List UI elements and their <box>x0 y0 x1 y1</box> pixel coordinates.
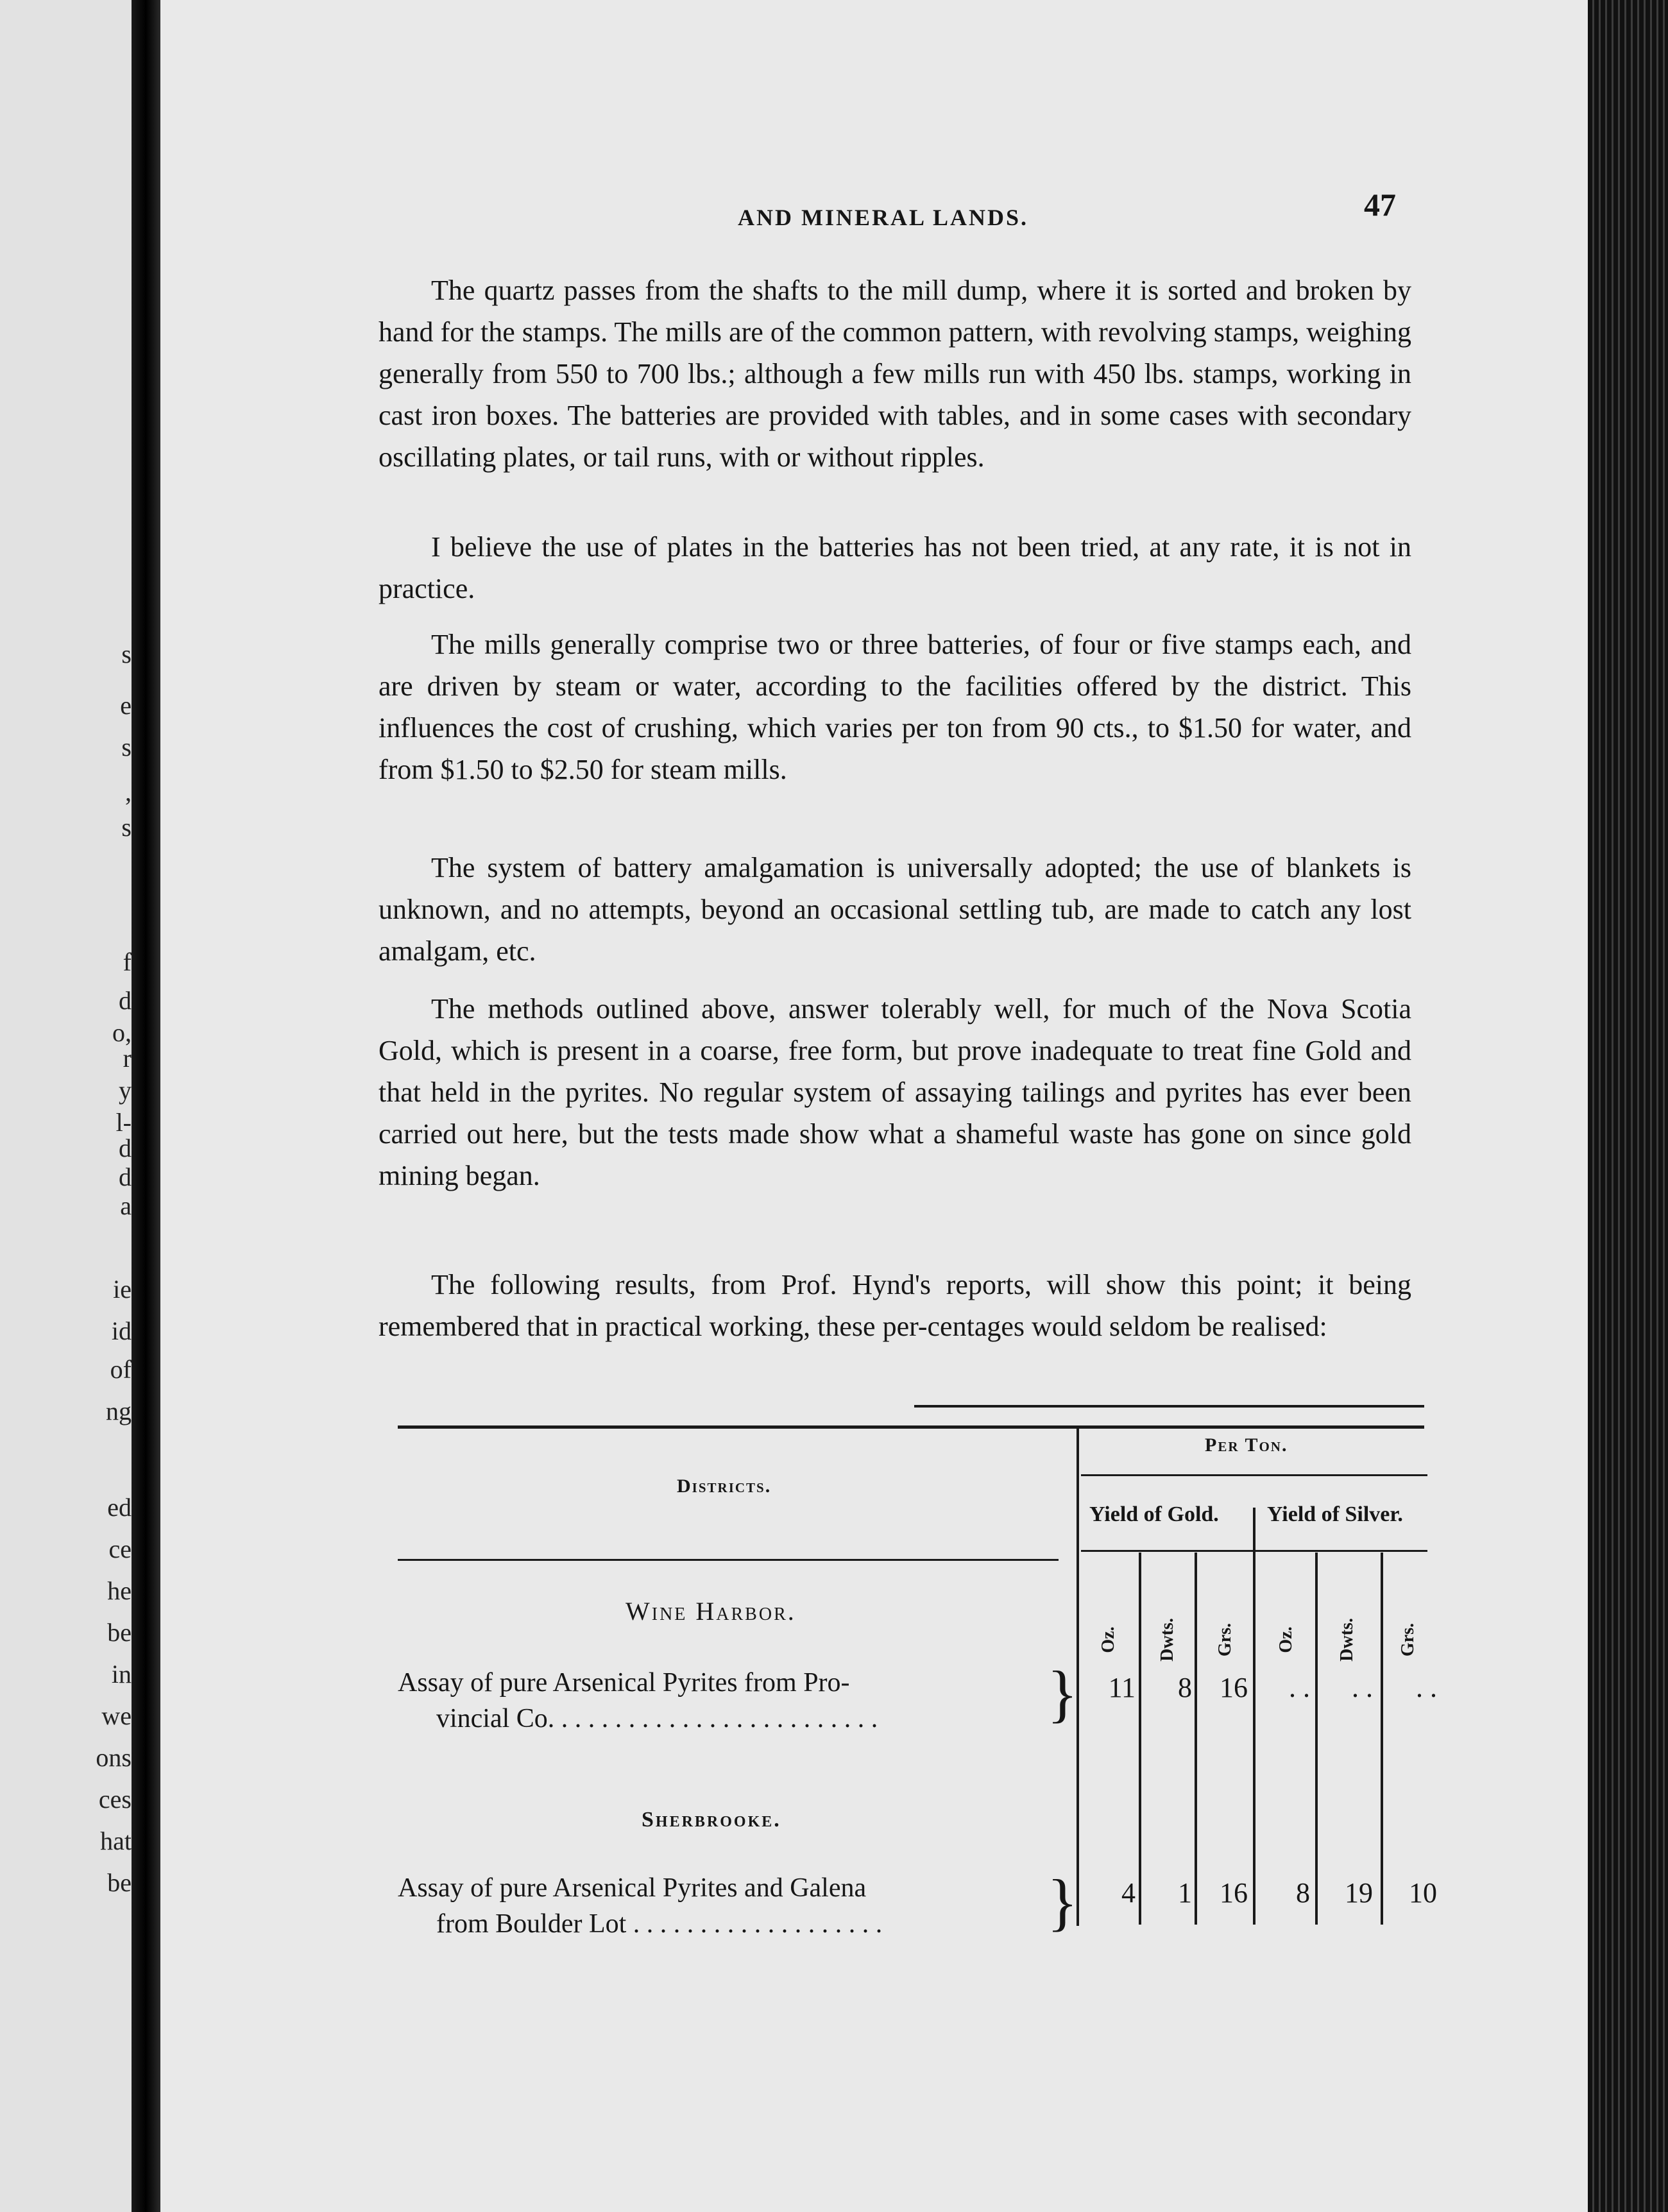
edge-text: s <box>121 813 132 842</box>
edge-text: in <box>111 1660 132 1689</box>
unit-label: Oz. <box>1276 1626 1296 1653</box>
left-page-edge <box>0 0 132 2212</box>
silver-dwts: 19 <box>1345 1877 1373 1909</box>
paragraph-1: The quartz passes from the shafts to the mill dump, where it is sorted and broken by hand for the stamps. The mills are of the common pattern, with revolving stamps, weighing generally from 550 to 700 lbs.; although a few mills run with 450 lbs. stamps, working in cast iron boxes. The batteries are provided with tables, and in some cases with secondary oscillating plates, or tail runs, with or without ripples. <box>379 275 1411 473</box>
gold-oz: 4 <box>1121 1877 1136 1909</box>
yield-gold-header: Yield of Gold. <box>1089 1502 1219 1526</box>
edge-text: d <box>119 986 132 1015</box>
edge-text: d <box>119 1134 132 1162</box>
unit-label: Grs. <box>1398 1622 1418 1657</box>
gold-oz: 11 <box>1108 1672 1136 1703</box>
silver-dwts: . . <box>1352 1672 1373 1703</box>
book-gutter <box>132 0 160 2212</box>
edge-text: ce <box>108 1535 132 1563</box>
edge-text: s <box>121 733 132 761</box>
paragraph-5: The methods outlined above, answer tolerably well, for much of the Nova Scotia Gold, which is present in a coarse, free form, but prove inadequate to treat fine Gold and that held in the pyrites. No regular system of assaying tailings and pyrites has ever been carried out here, but the tests made show what a shameful waste has gone on since gold mining began. <box>379 993 1411 1191</box>
edge-text: y <box>119 1076 132 1105</box>
column-divider <box>1139 1553 1141 1925</box>
unit-label: Oz. <box>1098 1626 1118 1653</box>
edge-text: he <box>107 1576 132 1605</box>
paragraph-3: The mills generally comprise two or three batteries, of four or five stamps each, and are driven by steam or water, according to the facilities offered by the district. This influences the cost of crushing, which varies per ton from 90 cts., to $1.50 for water, and from $1.50 to $2.50 for steam mills. <box>379 629 1411 785</box>
column-divider <box>1315 1553 1318 1925</box>
paragraph-2: I believe the use of plates in the batteries has not been tried, at any rate, it is not in practice. <box>379 531 1411 604</box>
edge-text: o, <box>112 1018 132 1047</box>
column-divider <box>1195 1553 1197 1925</box>
gold-dwts: 8 <box>1178 1672 1192 1703</box>
header-rule <box>1081 1550 1427 1552</box>
unit-label: Dwts. <box>1157 1618 1177 1662</box>
edge-text: ng <box>106 1397 132 1425</box>
column-divider <box>1381 1553 1383 1925</box>
column-divider <box>1253 1508 1255 1925</box>
edge-text: ces <box>98 1785 132 1814</box>
assay-line: Assay of pure Arsenical Pyrites and Galena <box>398 1873 867 1903</box>
assay-description <box>398 1665 1046 1737</box>
silver-oz: 8 <box>1296 1877 1310 1909</box>
edge-text: ons <box>96 1743 132 1772</box>
page-number: 47 <box>1364 187 1396 223</box>
paragraph-4: The system of battery amalgamation is universally adopted; the use of blankets is unknown, and no attempts, beyond an occasional settling tub, are made to catch any lost amalgam, etc. <box>379 852 1411 967</box>
edge-text: a <box>120 1191 132 1220</box>
per-ton-header: Per Ton. <box>1205 1434 1288 1456</box>
table-top-rule <box>914 1405 1424 1408</box>
silver-oz: . . <box>1289 1672 1310 1703</box>
district-name: Wine Harbor. <box>626 1597 796 1626</box>
yield-silver-header: Yield of Silver. <box>1267 1502 1403 1526</box>
edge-text: , <box>125 778 132 806</box>
edge-text: hat <box>100 1826 132 1855</box>
edge-text: of <box>110 1355 132 1384</box>
edge-text: be <box>107 1868 132 1897</box>
silver-grs: . . <box>1416 1672 1437 1703</box>
silver-grs: 10 <box>1409 1877 1437 1909</box>
district-name: Sherbrooke. <box>642 1808 781 1832</box>
edge-text: d <box>119 1162 132 1191</box>
gold-grs: 16 <box>1220 1877 1248 1909</box>
header-rule <box>398 1559 1059 1561</box>
edge-text: we <box>101 1701 132 1730</box>
assay-line: vincial Co. . . . . . . . . . . . . . . . . . . . . . . . . <box>436 1704 878 1733</box>
gold-dwts: 1 <box>1178 1877 1192 1909</box>
assay-line: Assay of pure Arsenical Pyrites from Pro- <box>398 1668 850 1697</box>
brace-icon: } <box>1047 1658 1078 1729</box>
header-rule <box>1081 1474 1427 1476</box>
brace-icon: } <box>1047 1866 1078 1937</box>
edge-text: l- <box>115 1108 132 1137</box>
edge-text: ed <box>107 1493 132 1522</box>
edge-text: e <box>120 691 132 720</box>
assay-line: from Boulder Lot . . . . . . . . . . . . . . . . . . . <box>436 1909 883 1939</box>
edge-text: r <box>123 1044 132 1073</box>
edge-text: be <box>107 1618 132 1647</box>
unit-label: Dwts. <box>1337 1618 1357 1662</box>
edge-text: ie <box>113 1275 132 1304</box>
gold-grs: 16 <box>1220 1672 1248 1703</box>
edge-text: s <box>121 640 132 668</box>
edge-text: id <box>111 1316 132 1345</box>
paragraph-6: The following results, from Prof. Hynd's reports, will show this point; it being remembered that in practical working, these per-centages would seldom be realised: <box>379 1269 1411 1342</box>
assay-description <box>398 1870 1046 1942</box>
districts-header: Districts. <box>677 1476 772 1497</box>
page-stack-edge <box>1588 0 1668 2212</box>
edge-text: f <box>123 948 132 976</box>
table-top-rule <box>398 1425 1424 1429</box>
unit-label: Grs. <box>1215 1622 1235 1657</box>
running-head: AND MINERAL LANDS. <box>738 205 1029 230</box>
